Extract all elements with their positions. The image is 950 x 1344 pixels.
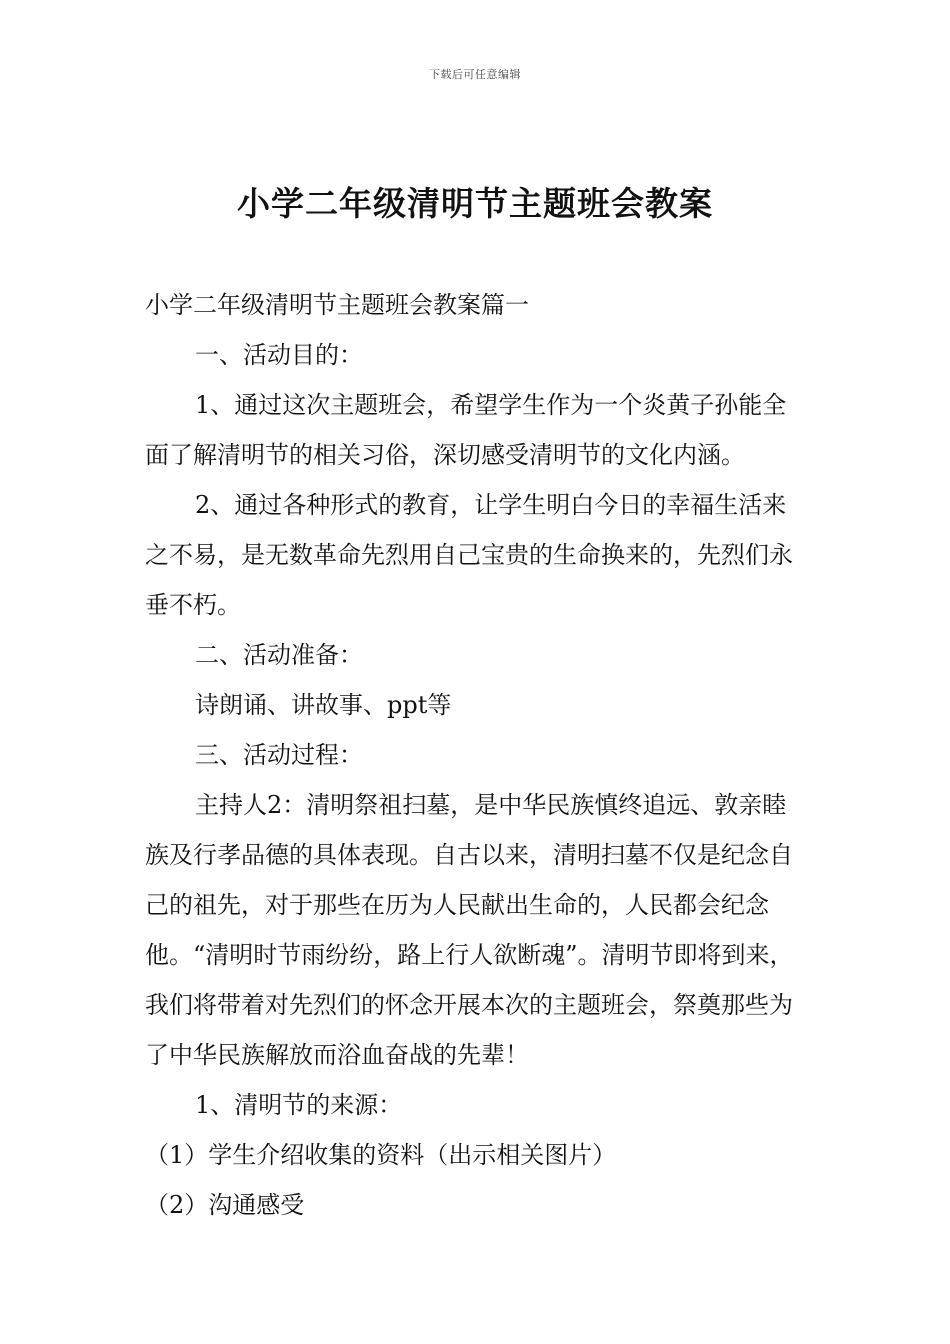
paragraph-host-speech: 主持人2：清明祭祖扫墓，是中华民族慎终追远、敦亲睦族及行孝品德的具体表现。自古以来，清明扫墓不仅是纪念自己的祖先，对于那些在历为人民献出生命的，人民都会纪念他。“清明时节雨纷纷，路上行人欲断魂”。清明节即将到来，我们将带着对先烈们的怀念开展本次的主题班会，祭奠那些为了中华民族解放而浴血奋战的先辈！ [145, 791, 794, 1069]
document-title: 小学二年级清明节主题班会教案 [237, 184, 713, 223]
paragraph-origin-item-2: （2）沟通感受 [145, 1191, 305, 1219]
paragraph-goal-1: 1、通过这次主题班会，希望学生作为一个炎黄子孙能全面了解清明节的相关习俗，深切感受清明节的文化内涵。 [145, 391, 787, 469]
paragraph-origin-heading: 1、清明节的来源： [195, 1091, 403, 1119]
paragraph-activity-goal-heading: 一、活动目的： [195, 341, 363, 369]
paragraph-origin-item-1: （1）学生介绍收集的资料（出示相关图片） [145, 1141, 617, 1169]
paragraph-preparation-items: 诗朗诵、讲故事、ppt等 [195, 691, 452, 719]
paragraph-preparation-heading: 二、活动准备： [195, 641, 363, 669]
header-note: 下载后可任意编辑 [429, 68, 521, 81]
paragraph-process-heading: 三、活动过程： [195, 741, 363, 769]
paragraph-goal-2: 2、通过各种形式的教育，让学生明白今日的幸福生活来之不易，是无数革命先烈用自己宝贵的生命换来的，先烈们永垂不朽。 [145, 491, 793, 619]
document-body [145, 280, 807, 1230]
section-heading: 小学二年级清明节主题班会教案篇一 [145, 291, 529, 319]
